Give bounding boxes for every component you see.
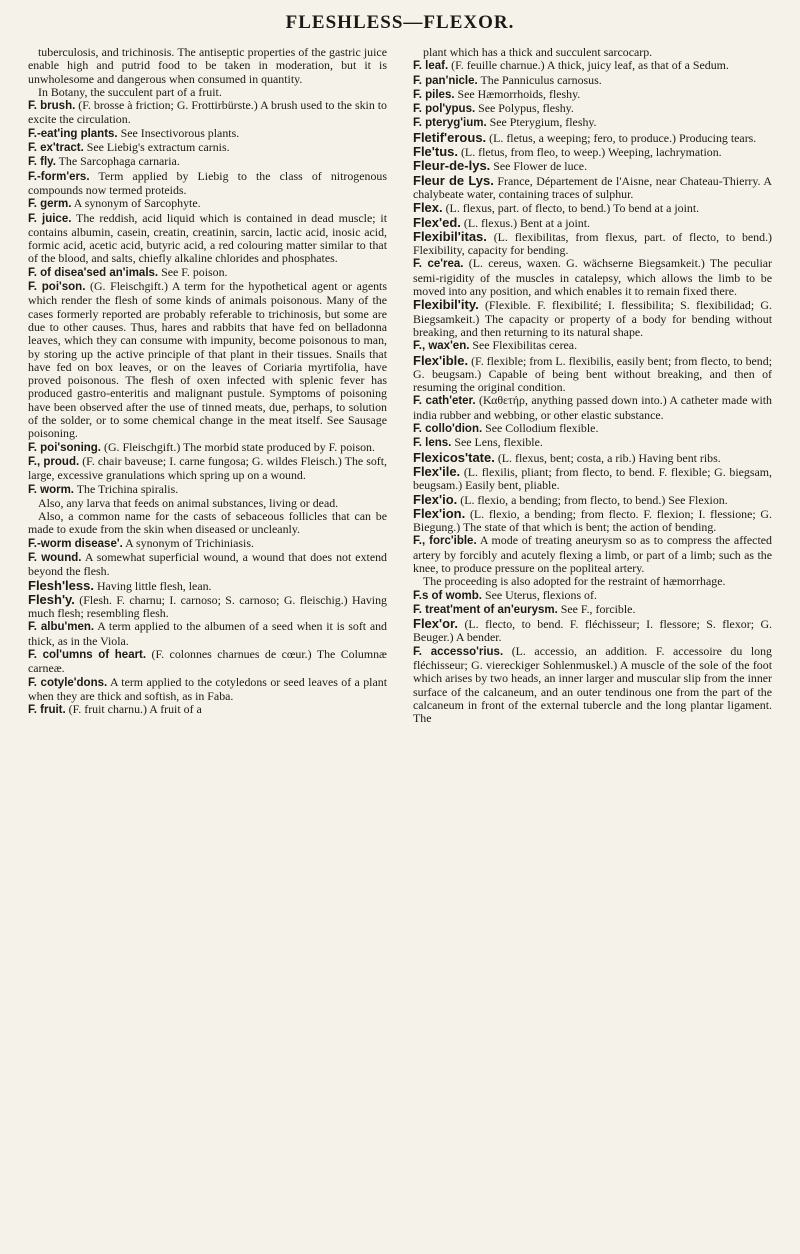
dictionary-entry [28,676,387,704]
dictionary-entry [413,116,772,130]
dictionary-entry [413,216,772,230]
entry-definition: (L. flexibilitas, from flexus, part. of flecto, to bend.) Flexibility, capacity for bending. [413,229,772,258]
entry-definition: (F. flexible; from L. flexibilis, easily bent; from flecto, to bend; G. beugsam.) Capable of being bent without breaking, and then of resuming the original condition. [413,353,772,395]
entry-headword: F. collo'dion. [413,423,483,436]
dictionary-entry [28,620,387,648]
dictionary-entry [413,507,772,535]
dictionary-entry [413,575,772,588]
entry-definition: A term applied to the cotyledons or seed leaves of a plant when they are thick and softish, as in Faba. [28,674,387,703]
entry-definition: See F., forcible. [557,601,636,616]
entry-definition: (F. colonnes charnues de cœur.) The Columnæ carneæ. [28,647,387,676]
entry-definition: See Lens, flexible. [451,435,543,450]
dictionary-entry [413,46,772,59]
entry-definition: (Καθετήρ, anything passed down into.) A catheter made with india rubber and webbing, or other elastic substance. [413,393,772,422]
entry-headword: F. pol'ypus. [413,103,476,116]
entry-definition: A mode of treating aneurysm so as to compress the affected artery by forcibly and acutely flexing a limb, or part of a limb; such as the knee, to produce pressure on the popliteal artery. [413,533,772,575]
entry-definition: (L. cereus, waxen. G. wächserne Biegsamkeit.) The peculiar semi-rigidity of the muscles in catalepsy, which allows the limb to be moved into any position, and which enables it to remain fixed there. [413,256,772,299]
entry-definition: See Flexibilitas cerea. [469,338,578,353]
dictionary-entry [413,339,772,353]
entry-definition: See Polypus, fleshy. [475,101,574,116]
entry-headword: F. fruit. [28,704,66,717]
entry-headword: F. fly. [28,156,56,169]
entry-headword: F. leaf. [413,60,449,73]
entry-headword: Fleur-de-lys. [413,158,491,174]
entry-headword: Flex'ible. [413,352,469,368]
dictionary-entry [28,483,387,497]
dictionary-entry [413,394,772,422]
entry-headword: F. of disea'sed an'imals. [28,266,159,279]
entry-headword: F. poi'soning. [28,441,102,454]
dictionary-entry [413,534,772,575]
dictionary-entry [413,451,772,465]
dictionary-entry [28,170,387,198]
dictionary-entry [28,141,387,155]
entry-headword: Flexicos'tate. [413,449,495,465]
entry-headword: F. cath'eter. [413,395,476,408]
entry-definition: (G. Fleischgift.) A term for the hypothetical agent or agents which render the flesh of some kinds of animals poisonous. Many of the cases formerly reported are probably referable to trichinosis, but some are due to other causes. Thus, hares and rabbits that have fed on belladonna leaves, which they can consume with impunity, become poisonous to man, by storing up the active principle of that plant in their tissues. Snails that have fed on box leaves, or on the leaves of Coriaria myrtifolia, have proved poisonous. The flesh of oxen infected with splenic fever has produced gastro-enteritis and malignant pustule. Symptoms of poisoning have been observed after the use of tinned meats, due, perhaps, to solution of the solder, or to some chemical change in the meat itself. See Sausage poisoning. [28,279,387,441]
entry-definition: France, Département de l'Aisne, near Chateau-Thierry. A chalybeate water, containing traces of sulphur. [413,173,772,201]
dictionary-entry [28,197,387,211]
entry-headword: Fletif'erous. [413,129,487,145]
entry-headword: Fle'tus. [413,144,458,160]
entry-headword: Flexibil'itas. [413,228,487,244]
entry-definition: In Botany, the succulent part of a fruit. [38,84,222,99]
dictionary-entry [413,230,772,258]
entry-definition: (L. flexus, bent; costa, a rib.) Having bent ribs. [494,450,721,465]
entry-headword: F. worm. [28,483,75,496]
entry-headword: F. ex'tract. [28,142,84,155]
entry-definition: A synonym of Sarcophyte. [71,196,201,211]
entry-definition: (L. accessio, an addition. F. accessoire du long fléchisseur; G. viereckiger Sohlenmuskel.) A muscle of the sole of the foot which arises by two heads, an inner larger and muscular slip from the inner surface of the calcaneum, and an outer tendinous one from the part of the calcaneum in front of the external tubercle and the long plantar ligament. The [413,643,772,726]
dictionary-entry [28,510,387,537]
dictionary-entry [28,455,387,483]
entry-headword: F. juice. [28,212,72,225]
dictionary-entry [28,551,387,579]
entry-headword: Flexibil'ity. [413,297,479,313]
dictionary-entry [28,537,387,551]
entry-definition: Also, any larva that feeds on animal substances, living or dead. [38,495,339,510]
dictionary-entry [413,74,772,88]
dictionary-entry [28,441,387,455]
entry-definition: The proceeding is also adopted for the restraint of hæmorrhage. [423,574,726,589]
dictionary-entry [28,579,387,593]
dictionary-entry [413,354,772,395]
entry-definition: (F. fruit charnu.) A fruit of a [65,702,202,717]
entry-headword: F., forc'ible. [413,535,477,548]
entry-definition: The Panniculus carnosus. [477,72,602,87]
dictionary-entry [413,59,772,73]
entry-headword: F. pteryg'ium. [413,117,487,130]
entry-headword: F. poi'son. [28,281,86,294]
dictionary-entry [413,201,772,215]
entry-headword: Flex'or. [413,616,458,632]
entry-headword: Flex'ile. [413,463,461,479]
dictionary-entry [28,46,387,86]
entry-headword: F. pan'nicle. [413,74,478,87]
entry-definition: See Collodium flexible. [482,421,599,436]
dictionary-entry [413,422,772,436]
entry-definition: Also, a common name for the casts of sebaceous follicles that can be made to exude from the skin when diseased or uncleanly. [28,509,387,537]
entry-definition: tuberculosis, and trichinosis. The antiseptic properties of the gastric juice enable high and putrid food to be taken in moderation, but it is unwholesome and dangerous when consumed in quantity. [28,45,387,86]
dictionary-entry [28,266,387,280]
entry-headword: F. accesso'rius. [413,645,504,658]
entry-headword: F. treat'ment of an'eurysm. [413,603,558,616]
entry-definition: (L. fletus, from fleo, to weep.) Weeping, lachrymation. [458,145,722,160]
entry-headword: F. germ. [28,198,72,211]
entry-headword: F., proud. [28,455,80,468]
entry-headword: Flex. [413,200,443,216]
entry-definition: See Uterus, flexions of. [482,587,597,602]
entry-headword: F.-worm disease'. [28,537,123,550]
entry-headword: F. lens. [413,437,452,450]
entry-definition: (G. Fleischgift.) The morbid state produced by F. poison. [101,439,375,454]
entry-headword: F. brush. [28,100,76,113]
dictionary-entry [28,155,387,169]
dictionary-entry [413,145,772,159]
entry-definition: (Flesh. F. charnu; I. carnoso; S. carnoso; G. fleischig.) Having much flesh; resembling flesh. [28,592,387,621]
entry-headword: F., wax'en. [413,340,470,353]
entry-definition: A synonym of Trichiniasis. [122,535,254,550]
entry-headword: Flesh'y. [28,591,75,607]
dictionary-entry [28,497,387,510]
dictionary-entry [413,298,772,339]
entry-definition: The reddish, acid liquid which is contained in dead muscle; it contains albumin, casein, creatin, creatinin, sarcin, lactic acid, inosic acid, formic acid, acetic acid, butyric acid, a red colouring matter similar to that of the blood, and salts, chiefly alkaline chlorides and phosphates. [28,210,387,266]
dictionary-entry [413,159,772,173]
dictionary-entry [413,436,772,450]
dictionary-entry [413,589,772,603]
dictionary-entry [413,493,772,507]
entry-definition: See Hæmorrhoids, fleshy. [454,86,581,101]
text-columns [28,46,772,726]
entry-definition: Term applied by Liebig to the class of nitrogenous compounds now termed proteids. [28,168,387,197]
entry-headword: F. albu'men. [28,621,95,634]
entry-definition: A term applied to the albumen of a seed when it is soft and thick, as in the Viola. [28,619,387,648]
dictionary-entry [28,648,387,676]
entry-headword: F.-form'ers. [28,170,90,183]
dictionary-entry [28,86,387,99]
entry-headword: F. cotyle'dons. [28,676,108,689]
entry-headword: Fleur de Lys. [413,172,494,188]
entry-definition: See Liebig's extractum carnis. [83,140,230,155]
entry-definition: (L. flexus.) Bent at a joint. [460,215,591,230]
entry-headword: F. col'umns of heart. [28,649,147,662]
entry-headword: F. ce'rea. [413,258,464,271]
dictionary-entry [413,174,772,202]
dictionary-entry [413,131,772,145]
entry-definition: See Pterygium, fleshy. [486,115,597,130]
dictionary-entry [413,88,772,102]
entry-definition: (F. feuille charnue.) A thick, juicy leaf, as that of a Sedum. [448,58,729,73]
dictionary-entry [28,212,387,266]
page-header: FLESHLESS—FLEXOR. [285,12,515,33]
entry-definition: (F. chair baveuse; I. carne fungosa; G. wildes Fleisch.) The soft, large, excessive granulations which spring up on a wound. [28,453,387,483]
entry-headword: Flex'ion. [413,505,466,521]
entry-definition: (L. flexus, part. of flecto, to bend.) To bend at a joint. [442,201,700,216]
dictionary-entry [28,280,387,441]
entry-definition: (L. flecto, to bend. F. fléchisseur; I. flessore; S. flexor; G. Beuger.) A bender. [413,617,772,645]
entry-definition: The Trichina spiralis. [74,481,179,496]
entry-headword: F.-eat'ing plants. [28,127,118,140]
entry-definition: See Insectivorous plants. [117,125,240,140]
entry-definition: (F. brosse à friction; G. Frottirbürste.) A brush used to the skin to excite the circulation. [28,98,388,127]
entry-definition: Having little flesh, lean. [93,578,212,593]
dictionary-entry [413,257,772,298]
entry-definition: The Sarcophaga carnaria. [55,154,180,169]
dictionary-entry [28,593,387,621]
dictionary-entry [28,703,387,717]
entry-headword: Flesh'less. [28,577,94,593]
entry-headword: Flex'ed. [413,214,461,230]
entry-definition: (Flexible. F. flexibilité; I. flessibilita; S. flexibilidad; G. Biegsamkeit.) The capacity or property of a body for bending without breaking, and then returning to its natural shape. [413,298,772,339]
entry-definition: (L. flexio, a bending; from flecto, to bend.) See Flexion. [457,492,728,507]
entry-headword: F. piles. [413,88,455,101]
dictionary-entry [413,465,772,493]
dictionary-entry [413,617,772,645]
entry-definition: plant which has a thick and succulent sarcocarp. [423,45,653,59]
dictionary-entry [413,102,772,116]
entry-definition: A somewhat superficial wound, a wound that does not extend beyond the flesh. [28,549,387,579]
right-column [413,46,772,726]
entry-definition: See F. poison. [158,264,228,279]
entry-definition: See Flower de luce. [490,159,588,174]
entry-definition: (L. fletus, a weeping; fero, to produce.) Producing tears. [486,130,757,145]
entry-definition: (L. flexio, a bending; from flecto. F. flexion; I. flessione; G. Biegung.) The state of that which is bent; the action of bending. [413,506,772,535]
entry-headword: Flex'io. [413,491,458,507]
left-column [28,46,387,726]
entry-headword: F.s of womb. [413,589,482,602]
entry-definition: (L. flexilis, pliant; from flecto, to bend. F. flexible; G. biegsam, beugsam.) Easily bent, pliable. [413,464,772,493]
entry-headword: F. wound. [28,551,82,564]
dictionary-entry [28,99,387,127]
dictionary-entry [413,645,772,726]
dictionary-entry [413,603,772,617]
dictionary-entry [28,127,387,141]
